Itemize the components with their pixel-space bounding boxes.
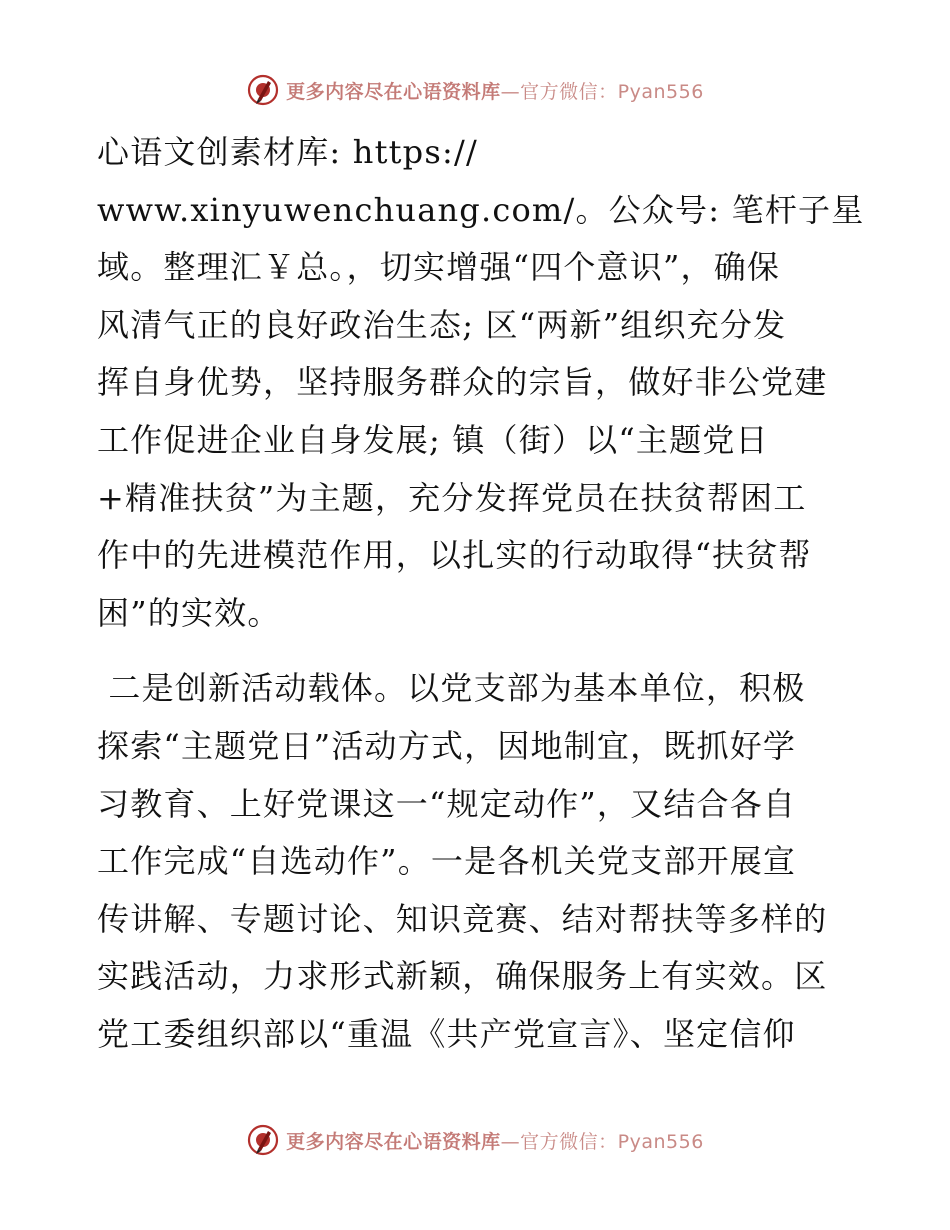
text-line: 域。整理汇￥总。，切实增强“四个意识”，确保 <box>97 248 781 287</box>
document-body <box>97 124 865 1064</box>
text-line: 工作完成“自选动作”。一是各机关党支部开展宣 <box>97 842 797 881</box>
text-line: 工作促进企业自身发展; 镇（街）以“主题党日 <box>97 420 769 459</box>
text-line: www.xinyuwenchuang.com/。公众号: 笔杆子星 <box>97 190 865 229</box>
text-line: 传讲解、专题讨论、知识竞赛、结对帮扶等多样的 <box>97 899 828 938</box>
header-banner <box>0 70 950 110</box>
text-line: 探索“主题党日”活动方式，因地制宜，既抓好学 <box>97 726 797 765</box>
banner-separator: — <box>500 80 521 103</box>
text-line: 二是创新活动载体。以党支部为基本单位，积极 <box>97 669 806 708</box>
text-line: 困”的实效。 <box>97 593 281 632</box>
paragraph-2 <box>97 660 857 1063</box>
text-line: +精准扶贫”为主题，充分发挥党员在扶贫帮困工 <box>97 478 807 517</box>
pen-logo-icon <box>246 1123 280 1157</box>
text-line: 心语文创素材库: https:// <box>97 133 478 171</box>
footer-banner <box>0 1120 950 1160</box>
banner-wechat-text: 官方微信：Pyan556 <box>520 1130 704 1153</box>
text-line: 作中的先进模范作用，以扎实的行动取得“扶贫帮 <box>97 536 812 575</box>
banner-main-text: 更多内容尽在心语资料库 <box>286 80 501 103</box>
text-line: 实践活动，力求形式新颖，确保服务上有实效。区 <box>97 957 828 996</box>
banner-separator: — <box>500 1130 521 1153</box>
paragraph-1 <box>97 124 865 642</box>
banner-main-text: 更多内容尽在心语资料库 <box>286 1130 501 1153</box>
text-line: 风清气正的良好政治生态; 区“两新”组织充分发 <box>97 305 787 344</box>
banner-wechat-text: 官方微信：Pyan556 <box>520 80 704 103</box>
text-line: 党工委组织部以“重温《共产党宣言》、坚定信仰 <box>97 1014 796 1053</box>
text-line: 习教育、上好党课这一“规定动作”，又结合各自 <box>97 784 797 823</box>
text-line: 挥自身优势，坚持服务群众的宗旨，做好非公党建 <box>97 363 828 402</box>
pen-logo-icon <box>246 73 280 107</box>
